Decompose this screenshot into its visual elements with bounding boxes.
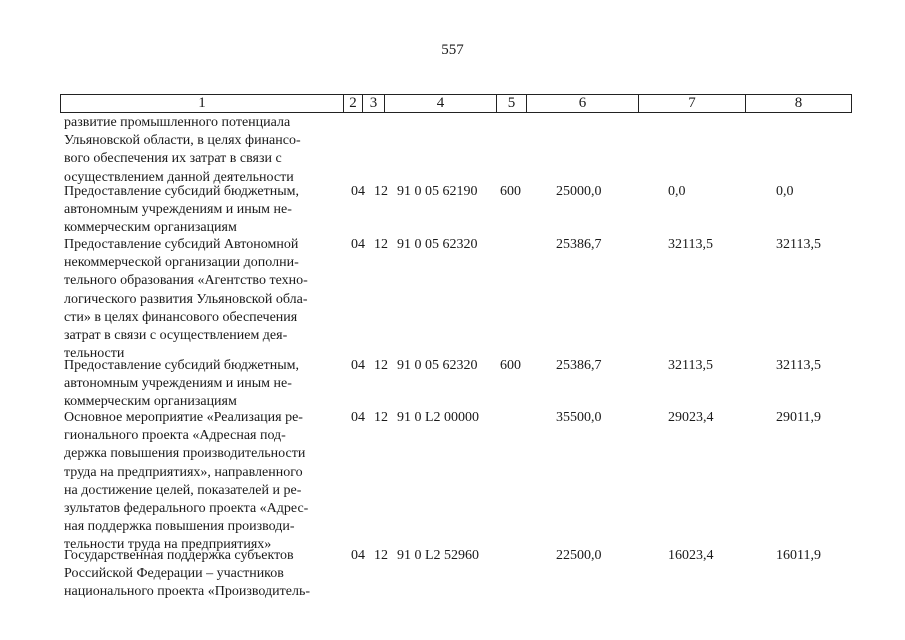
description-line: на достижение целей, показателей и ре- xyxy=(64,482,302,498)
row-description xyxy=(64,236,344,363)
description-line: коммерческим организациям xyxy=(64,394,237,410)
description-line: автономным учреждениям и иным не- xyxy=(64,202,292,218)
table-header xyxy=(60,94,852,113)
description-line: логического развития Ульяновской обла- xyxy=(64,291,308,307)
section-code: 04 xyxy=(351,237,365,252)
amount-col-6: 25386,7 xyxy=(556,237,602,252)
target-article-code: 91 0 L2 52960 xyxy=(397,548,480,563)
page-number: 557 xyxy=(441,42,464,58)
subsection-code: 12 xyxy=(374,410,388,425)
expense-type-code: 600 xyxy=(500,358,521,373)
description-line: тельного образования «Агентство техно- xyxy=(64,273,308,289)
header-col-8: 8 xyxy=(794,95,803,111)
description-line: тельности xyxy=(64,346,125,362)
row-description xyxy=(64,183,344,238)
amount-col-6: 25000,0 xyxy=(556,184,602,199)
description-line: Основное мероприятие «Реализация ре- xyxy=(64,410,303,425)
description-line: затрат в связи с осуществлением дея- xyxy=(64,328,288,344)
row-description xyxy=(64,114,344,187)
header-col-4: 4 xyxy=(385,95,497,112)
row-description xyxy=(64,357,344,412)
description-line: Предоставление субсидий бюджетным, xyxy=(64,184,300,199)
description-line: зультатов федерального проекта «Адрес- xyxy=(64,501,309,517)
header-col-7: 7 xyxy=(639,95,746,112)
amount-col-8: 0,0 xyxy=(776,184,794,199)
subsection-code: 12 xyxy=(374,237,388,252)
section-code: 04 xyxy=(351,410,365,425)
subsection-code: 12 xyxy=(374,184,388,199)
description-line: Российской Федерации – участников xyxy=(64,566,284,582)
amount-col-7: 16023,4 xyxy=(668,548,714,563)
row-description xyxy=(64,409,344,555)
description-line: сти» в целях финансового обеспечения xyxy=(64,309,298,325)
description-line: труда на предприятиях», направленного xyxy=(64,464,303,480)
amount-col-6: 25386,7 xyxy=(556,358,602,373)
subsection-code: 12 xyxy=(374,358,388,373)
description-line: автономным учреждениям и иным не- xyxy=(64,376,292,392)
section-code: 04 xyxy=(351,548,365,563)
amount-col-6: 35500,0 xyxy=(556,410,602,425)
description-line: ная поддержка повышения производи- xyxy=(64,519,295,535)
target-article-code: 91 0 L2 00000 xyxy=(397,410,480,425)
header-col-3: 3 xyxy=(363,95,385,112)
description-line: тельности труда на предприятиях» xyxy=(64,537,272,553)
amount-col-8: 29011,9 xyxy=(776,410,821,425)
target-article-code: 91 0 05 62320 xyxy=(397,237,478,252)
subsection-code: 12 xyxy=(374,548,388,563)
amount-col-8: 32113,5 xyxy=(776,358,821,373)
description-line: коммерческим организациям xyxy=(64,220,237,236)
amount-col-8: 32113,5 xyxy=(776,237,821,252)
header-col-5: 5 xyxy=(497,95,527,112)
header-col-1: 1 xyxy=(61,95,344,112)
amount-col-8: 16011,9 xyxy=(776,548,821,563)
target-article-code: 91 0 05 62320 xyxy=(397,358,478,373)
section-code: 04 xyxy=(351,184,365,199)
description-line: осуществлением данной деятельности xyxy=(64,169,294,185)
description-line: держка повышения производительности xyxy=(64,446,306,462)
description-line: Предоставление субсидий бюджетным, xyxy=(64,358,300,373)
expense-type-code: 600 xyxy=(500,184,521,199)
amount-col-7: 0,0 xyxy=(668,184,686,199)
description-line: некоммерческой организации дополни- xyxy=(64,255,299,271)
amount-col-7: 29023,4 xyxy=(668,410,714,425)
section-code: 04 xyxy=(351,358,365,373)
header-col-2: 2 xyxy=(344,95,363,112)
description-line: вого обеспечения их затрат в связи с xyxy=(64,151,282,167)
description-line: Ульяновской области, в целях финансо- xyxy=(64,133,301,149)
amount-col-6: 22500,0 xyxy=(556,548,602,563)
target-article-code: 91 0 05 62190 xyxy=(397,184,478,199)
description-line: Государственная поддержка субъектов xyxy=(64,548,294,563)
description-line: национального проекта «Производитель- xyxy=(64,584,310,600)
row-description xyxy=(64,547,344,602)
description-line: развитие промышленного потенциала xyxy=(64,115,291,130)
header-col-6: 6 xyxy=(527,95,639,112)
amount-col-7: 32113,5 xyxy=(668,358,713,373)
amount-col-7: 32113,5 xyxy=(668,237,713,252)
description-line: гионального проекта «Адресная под- xyxy=(64,428,286,444)
description-line: Предоставление субсидий Автономной xyxy=(64,237,299,252)
